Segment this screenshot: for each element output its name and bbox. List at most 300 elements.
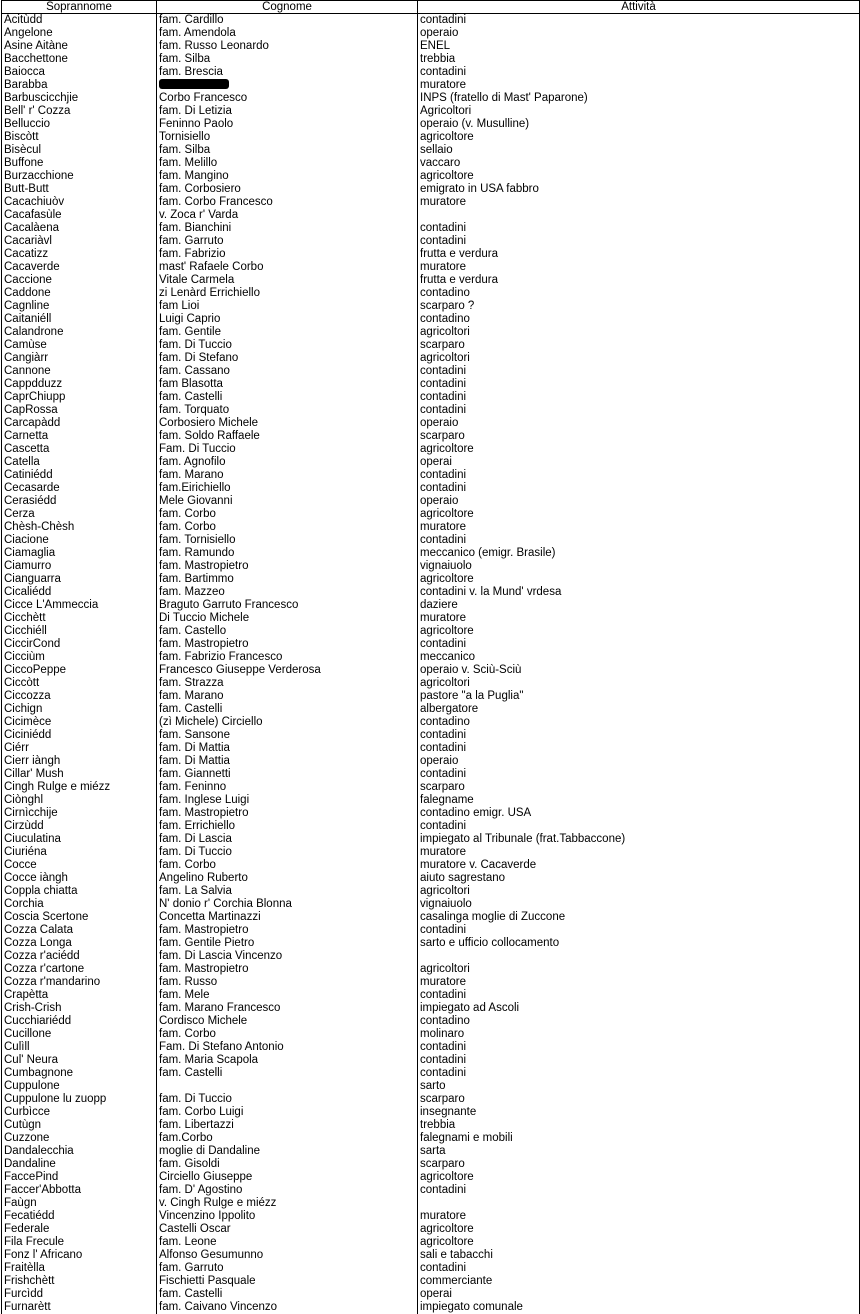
table-row	[2, 352, 860, 365]
cell-cognome: fam. Strazza	[157, 677, 418, 690]
table-row	[2, 1249, 860, 1262]
cell-cognome: fam. Soldo Raffaele	[157, 430, 418, 443]
cell-cognome: fam. Corbo	[157, 1028, 418, 1041]
cell-attivita: vignaiuolo	[418, 560, 860, 573]
cell-cognome: fam. Torquato	[157, 404, 418, 417]
cell-soprannome: Crapètta	[2, 989, 157, 1002]
cell-cognome: fam. Di Letizia	[157, 105, 418, 118]
table-row	[2, 1301, 860, 1314]
table-row	[2, 1067, 860, 1080]
cell-cognome: fam. Fabrizio	[157, 248, 418, 261]
cell-cognome: fam. Ramundo	[157, 547, 418, 560]
cell-soprannome: Angelone	[2, 27, 157, 40]
cell-attivita: agricoltore	[418, 1236, 860, 1249]
cell-attivita: casalinga moglie di Zuccone	[418, 911, 860, 924]
table-row	[2, 1262, 860, 1275]
cell-attivita: trebbia	[418, 53, 860, 66]
table-row	[2, 742, 860, 755]
cell-soprannome: Cuppulone lu zuopp	[2, 1093, 157, 1106]
cell-cognome: fam Blasotta	[157, 378, 418, 391]
cell-attivita: contadini	[418, 768, 860, 781]
table-row	[2, 365, 860, 378]
table-row	[2, 885, 860, 898]
cell-soprannome: Cozza Calata	[2, 924, 157, 937]
cell-soprannome: Cumbagnone	[2, 1067, 157, 1080]
table-row	[2, 1093, 860, 1106]
cell-soprannome: Ciuculatina	[2, 833, 157, 846]
cell-soprannome: Culìll	[2, 1041, 157, 1054]
table-row	[2, 612, 860, 625]
cell-cognome: fam. Di Mattia	[157, 755, 418, 768]
table-row	[2, 1132, 860, 1145]
table-row	[2, 235, 860, 248]
header-attivita: Attività	[418, 1, 860, 14]
table-row	[2, 976, 860, 989]
cell-attivita: contadini	[418, 469, 860, 482]
cell-attivita: commerciante	[418, 1275, 860, 1288]
cell-soprannome: Ciacione	[2, 534, 157, 547]
table-row	[2, 14, 860, 28]
cell-cognome: Cordisco Michele	[157, 1015, 418, 1028]
cell-soprannome: Dandaline	[2, 1158, 157, 1171]
cell-soprannome: Asine Aitàne	[2, 40, 157, 53]
cell-cognome: fam. Garruto	[157, 235, 418, 248]
nickname-table	[1, 0, 860, 1314]
table-row	[2, 1028, 860, 1041]
table-row	[2, 1184, 860, 1197]
cell-attivita: sarto	[418, 1080, 860, 1093]
cell-attivita: trebbia	[418, 1119, 860, 1132]
cell-soprannome: Cirzùdd	[2, 820, 157, 833]
cell-cognome: fam. Corbo	[157, 521, 418, 534]
cell-soprannome: Ciérr	[2, 742, 157, 755]
cell-cognome: fam. Mastropietro	[157, 924, 418, 937]
cell-cognome: Mele Giovanni	[157, 495, 418, 508]
cell-attivita: contadini	[418, 924, 860, 937]
cell-attivita: sellaio	[418, 144, 860, 157]
cell-soprannome: Cacariàvl	[2, 235, 157, 248]
cell-cognome: fam. Russo Leonardo	[157, 40, 418, 53]
cell-attivita: contadini	[418, 820, 860, 833]
cell-soprannome: Ciònghl	[2, 794, 157, 807]
cell-soprannome: Ciuriéna	[2, 846, 157, 859]
cell-soprannome: Coscia Scertone	[2, 911, 157, 924]
cell-cognome: Fam. Di Tuccio	[157, 443, 418, 456]
cell-soprannome: Baiocca	[2, 66, 157, 79]
cell-soprannome: Cingh Rulge e miézz	[2, 781, 157, 794]
cell-cognome: fam. Corbo	[157, 859, 418, 872]
cell-attivita: agricoltore	[418, 443, 860, 456]
cell-attivita: contadini	[418, 638, 860, 651]
table-row	[2, 183, 860, 196]
cell-soprannome: Faùgn	[2, 1197, 157, 1210]
table-row	[2, 625, 860, 638]
cell-soprannome: Ciamaglia	[2, 547, 157, 560]
cell-soprannome: Cicchiéll	[2, 625, 157, 638]
cell-cognome: fam. Di Mattia	[157, 742, 418, 755]
cell-attivita: muratore	[418, 846, 860, 859]
table-row	[2, 391, 860, 404]
cell-soprannome: Cacachiuòv	[2, 196, 157, 209]
cell-soprannome: Cuzzone	[2, 1132, 157, 1145]
spreadsheet	[1, 0, 859, 1314]
cell-attivita: contadini	[418, 729, 860, 742]
cell-soprannome: Buffone	[2, 157, 157, 170]
table-row	[2, 599, 860, 612]
table-row	[2, 79, 860, 92]
cell-soprannome: Barabba	[2, 79, 157, 92]
cell-attivita: agricoltore	[418, 131, 860, 144]
cell-cognome: Concetta Martinazzi	[157, 911, 418, 924]
cell-soprannome: Cagnline	[2, 300, 157, 313]
cell-cognome: v. Cingh Rulge e miézz	[157, 1197, 418, 1210]
cell-soprannome: Cerasiédd	[2, 495, 157, 508]
table-row	[2, 963, 860, 976]
table-row	[2, 1119, 860, 1132]
cell-attivita: muratore	[418, 79, 860, 92]
cell-attivita: contadini	[418, 378, 860, 391]
table-row	[2, 664, 860, 677]
cell-soprannome: Cacatizz	[2, 248, 157, 261]
table-row	[2, 638, 860, 651]
cell-soprannome: Fraitèlla	[2, 1262, 157, 1275]
cell-attivita: falegname	[418, 794, 860, 807]
cell-cognome: fam. Cassano	[157, 365, 418, 378]
cell-soprannome: Dandalecchia	[2, 1145, 157, 1158]
cell-cognome: Corbosiero Michele	[157, 417, 418, 430]
table-row	[2, 872, 860, 885]
cell-cognome: fam. Leone	[157, 1236, 418, 1249]
table-row	[2, 859, 860, 872]
cell-cognome: fam.Corbo	[157, 1132, 418, 1145]
cell-soprannome: Cutùgn	[2, 1119, 157, 1132]
cell-cognome: fam. Marano	[157, 469, 418, 482]
cell-attivita: muratore	[418, 976, 860, 989]
table-row	[2, 92, 860, 105]
table-row	[2, 209, 860, 222]
cell-soprannome: Chèsh-Chèsh	[2, 521, 157, 534]
cell-cognome: fam. Marano Francesco	[157, 1002, 418, 1015]
cell-soprannome: Calandrone	[2, 326, 157, 339]
cell-cognome: fam. Gentile Pietro	[157, 937, 418, 950]
cell-attivita: agricoltori	[418, 326, 860, 339]
cell-attivita: contadini	[418, 365, 860, 378]
table-row	[2, 924, 860, 937]
cell-soprannome: Fila Frecule	[2, 1236, 157, 1249]
table-row	[2, 755, 860, 768]
cell-soprannome: Belluccio	[2, 118, 157, 131]
table-row	[2, 482, 860, 495]
cell-soprannome: Corchia	[2, 898, 157, 911]
cell-attivita: scarparo ?	[418, 300, 860, 313]
table-row	[2, 404, 860, 417]
table-row	[2, 833, 860, 846]
table-row	[2, 1275, 860, 1288]
cell-soprannome: Camùse	[2, 339, 157, 352]
cell-attivita: vaccaro	[418, 157, 860, 170]
table-row	[2, 1145, 860, 1158]
table-row	[2, 1171, 860, 1184]
cell-attivita: meccanico (emigr. Brasile)	[418, 547, 860, 560]
cell-attivita: contadini	[418, 1054, 860, 1067]
cell-cognome: fam.Eirichiello	[157, 482, 418, 495]
cell-cognome: fam. Bianchini	[157, 222, 418, 235]
cell-soprannome: Cicciùm	[2, 651, 157, 664]
cell-soprannome: Ciamurro	[2, 560, 157, 573]
cell-cognome: fam. Gisoldi	[157, 1158, 418, 1171]
cell-attivita: vignaiuolo	[418, 898, 860, 911]
cell-soprannome: Ciccòtt	[2, 677, 157, 690]
cell-soprannome: Catiniédd	[2, 469, 157, 482]
cell-attivita: albergatore	[418, 703, 860, 716]
cell-attivita: scarparo	[418, 430, 860, 443]
cell-cognome: fam. Amendola	[157, 27, 418, 40]
cell-cognome: fam. Cardillo	[157, 14, 418, 28]
cell-attivita: meccanico	[418, 651, 860, 664]
cell-attivita: aiuto sagrestano	[418, 872, 860, 885]
cell-soprannome: Cocce	[2, 859, 157, 872]
cell-attivita: impiegato al Tribunale (frat.Tabbaccone)	[418, 833, 860, 846]
cell-attivita: contadini	[418, 1041, 860, 1054]
cell-attivita: scarparo	[418, 781, 860, 794]
cell-attivita: operaio v. Sciù-Sciù	[418, 664, 860, 677]
cell-cognome: Luigi Caprio	[157, 313, 418, 326]
cell-soprannome: Frishchètt	[2, 1275, 157, 1288]
cell-cognome: fam. Castelli	[157, 703, 418, 716]
cell-attivita: contadino	[418, 313, 860, 326]
table-row	[2, 1223, 860, 1236]
table-row	[2, 378, 860, 391]
cell-soprannome: Cappdduzz	[2, 378, 157, 391]
cell-soprannome: Ciciniédd	[2, 729, 157, 742]
cell-attivita: contadini	[418, 391, 860, 404]
table-row	[2, 1197, 860, 1210]
table-row	[2, 1210, 860, 1223]
cell-soprannome: Cierr iàngh	[2, 755, 157, 768]
cell-cognome: fam. Castelli	[157, 1288, 418, 1301]
cell-soprannome: Caccione	[2, 274, 157, 287]
cell-soprannome: Cerza	[2, 508, 157, 521]
cell-cognome: moglie di Dandaline	[157, 1145, 418, 1158]
cell-attivita: muratore	[418, 521, 860, 534]
table-row	[2, 807, 860, 820]
cell-attivita: operaio	[418, 27, 860, 40]
cell-soprannome: Ciccozza	[2, 690, 157, 703]
cell-attivita: daziere	[418, 599, 860, 612]
cell-cognome: Fischietti Pasquale	[157, 1275, 418, 1288]
table-row	[2, 989, 860, 1002]
cell-cognome: fam. Tornisiello	[157, 534, 418, 547]
cell-attivita: frutta e verdura	[418, 274, 860, 287]
cell-cognome: Francesco Giuseppe Verderosa	[157, 664, 418, 677]
cell-cognome: Braguto Garruto Francesco	[157, 599, 418, 612]
cell-soprannome: Bisècul	[2, 144, 157, 157]
cell-soprannome: Cacalàena	[2, 222, 157, 235]
table-row	[2, 248, 860, 261]
cell-attivita: operaio	[418, 495, 860, 508]
cell-soprannome: Cirnìcchije	[2, 807, 157, 820]
cell-soprannome: Caitaniéll	[2, 313, 157, 326]
cell-soprannome: Fonz l' Africano	[2, 1249, 157, 1262]
cell-attivita: Agricoltori	[418, 105, 860, 118]
cell-attivita	[418, 1197, 860, 1210]
cell-soprannome: Cozza Longa	[2, 937, 157, 950]
cell-cognome: fam. Russo	[157, 976, 418, 989]
cell-soprannome: CapRossa	[2, 404, 157, 417]
cell-cognome: fam. Di Tuccio	[157, 1093, 418, 1106]
cell-cognome: v. Zoca r' Varda	[157, 209, 418, 222]
cell-attivita: agricoltore	[418, 625, 860, 638]
table-row	[2, 1041, 860, 1054]
cell-attivita: contadino	[418, 1015, 860, 1028]
cell-cognome: fam. La Salvia	[157, 885, 418, 898]
cell-cognome: fam. Silba	[157, 144, 418, 157]
cell-cognome: fam. Melillo	[157, 157, 418, 170]
cell-soprannome: Faccer'Abbotta	[2, 1184, 157, 1197]
cell-cognome: fam. Di Lascia	[157, 833, 418, 846]
cell-soprannome: Cianguarra	[2, 573, 157, 586]
cell-soprannome: Butt-Butt	[2, 183, 157, 196]
cell-soprannome: Fecatiédd	[2, 1210, 157, 1223]
cell-soprannome: CaprChiupp	[2, 391, 157, 404]
cell-cognome: fam. Caivano Vincenzo	[157, 1301, 418, 1314]
cell-soprannome: Burzacchione	[2, 170, 157, 183]
cell-soprannome: Barbuscicchjie	[2, 92, 157, 105]
cell-cognome: fam. Inglese Luigi	[157, 794, 418, 807]
cell-attivita: operai	[418, 1288, 860, 1301]
cell-attivita: agricoltori	[418, 885, 860, 898]
cell-attivita: sarta	[418, 1145, 860, 1158]
cell-attivita: operai	[418, 456, 860, 469]
header-row	[2, 1, 860, 14]
cell-attivita: contadini	[418, 482, 860, 495]
cell-soprannome: Cozza r'aciédd	[2, 950, 157, 963]
cell-attivita: contadini	[418, 14, 860, 28]
cell-attivita: operaio	[418, 755, 860, 768]
cell-attivita: muratore	[418, 1210, 860, 1223]
cell-attivita: scarparo	[418, 1093, 860, 1106]
cell-attivita: contadini	[418, 222, 860, 235]
cell-attivita: muratore	[418, 612, 860, 625]
cell-cognome: fam. Mastropietro	[157, 963, 418, 976]
cell-soprannome: Cocce iàngh	[2, 872, 157, 885]
cell-attivita: sarto e ufficio collocamento	[418, 937, 860, 950]
table-row	[2, 781, 860, 794]
cell-attivita: contadino emigr. USA	[418, 807, 860, 820]
cell-soprannome: Cecasarde	[2, 482, 157, 495]
cell-attivita: contadini	[418, 1067, 860, 1080]
cell-cognome: (zì Michele) Circiello	[157, 716, 418, 729]
cell-soprannome: Furnarètt	[2, 1301, 157, 1314]
cell-cognome: fam. D' Agostino	[157, 1184, 418, 1197]
cell-soprannome: Cangiàrr	[2, 352, 157, 365]
table-row	[2, 521, 860, 534]
cell-soprannome: Curbìcce	[2, 1106, 157, 1119]
table-row	[2, 716, 860, 729]
table-row	[2, 1080, 860, 1093]
cell-soprannome: Catella	[2, 456, 157, 469]
cell-soprannome: Cicaliédd	[2, 586, 157, 599]
cell-attivita	[418, 209, 860, 222]
cell-attivita: muratore	[418, 261, 860, 274]
cell-cognome: fam. Corbo	[157, 508, 418, 521]
cell-attivita: operaio	[418, 417, 860, 430]
table-row	[2, 690, 860, 703]
cell-cognome: fam Lioi	[157, 300, 418, 313]
cell-attivita: agricoltori	[418, 352, 860, 365]
cell-soprannome: Federale	[2, 1223, 157, 1236]
cell-cognome: fam. Di Lascia Vincenzo	[157, 950, 418, 963]
cell-soprannome: Crish-Crish	[2, 1002, 157, 1015]
cell-attivita: muratore	[418, 196, 860, 209]
table-row	[2, 586, 860, 599]
table-row	[2, 768, 860, 781]
cell-cognome: mast' Rafaele Corbo	[157, 261, 418, 274]
cell-soprannome: Bell' r' Cozza	[2, 105, 157, 118]
cell-cognome: fam. Bartimmo	[157, 573, 418, 586]
cell-soprannome: Carcapàdd	[2, 417, 157, 430]
table-row	[2, 1015, 860, 1028]
table-row	[2, 456, 860, 469]
table-row	[2, 118, 860, 131]
cell-cognome: fam. Mele	[157, 989, 418, 1002]
table-row	[2, 1288, 860, 1301]
cell-attivita: insegnante	[418, 1106, 860, 1119]
table-row	[2, 547, 860, 560]
cell-attivita: operaio (v. Musulline)	[418, 118, 860, 131]
cell-cognome: fam. Di Tuccio	[157, 846, 418, 859]
table-row	[2, 898, 860, 911]
cell-cognome: Circiello Giuseppe	[157, 1171, 418, 1184]
table-row	[2, 508, 860, 521]
cell-attivita: ENEL	[418, 40, 860, 53]
cell-cognome: fam. Di Tuccio	[157, 339, 418, 352]
table-row	[2, 534, 860, 547]
header-cognome: Cognome	[157, 1, 418, 14]
cell-cognome: fam. Fabrizio Francesco	[157, 651, 418, 664]
cell-attivita: impiegato ad Ascoli	[418, 1002, 860, 1015]
cell-attivita: contadini	[418, 66, 860, 79]
cell-attivita: contadini	[418, 534, 860, 547]
table-row	[2, 1106, 860, 1119]
cell-soprannome: Cozza r'mandarino	[2, 976, 157, 989]
table-row	[2, 40, 860, 53]
table-row	[2, 937, 860, 950]
cell-soprannome: Cicchètt	[2, 612, 157, 625]
table-row	[2, 287, 860, 300]
table-row	[2, 105, 860, 118]
cell-soprannome: Cucillone	[2, 1028, 157, 1041]
table-row	[2, 417, 860, 430]
table-row	[2, 157, 860, 170]
table-row	[2, 1158, 860, 1171]
redaction-mark	[159, 79, 229, 89]
cell-attivita: agricoltore	[418, 1171, 860, 1184]
cell-soprannome: Furcìdd	[2, 1288, 157, 1301]
cell-cognome: N' donio r' Corchia Blonna	[157, 898, 418, 911]
cell-cognome: fam. Maria Scapola	[157, 1054, 418, 1067]
cell-soprannome: Cacaverde	[2, 261, 157, 274]
cell-attivita: contadini	[418, 1184, 860, 1197]
cell-cognome: fam. Corbo Francesco	[157, 196, 418, 209]
table-row	[2, 1002, 860, 1015]
cell-cognome: fam. Garruto	[157, 1262, 418, 1275]
cell-cognome: fam. Castelli	[157, 1067, 418, 1080]
table-row	[2, 170, 860, 183]
cell-attivita: contadini	[418, 235, 860, 248]
cell-cognome: fam. Brescia	[157, 66, 418, 79]
cell-cognome: fam. Sansone	[157, 729, 418, 742]
